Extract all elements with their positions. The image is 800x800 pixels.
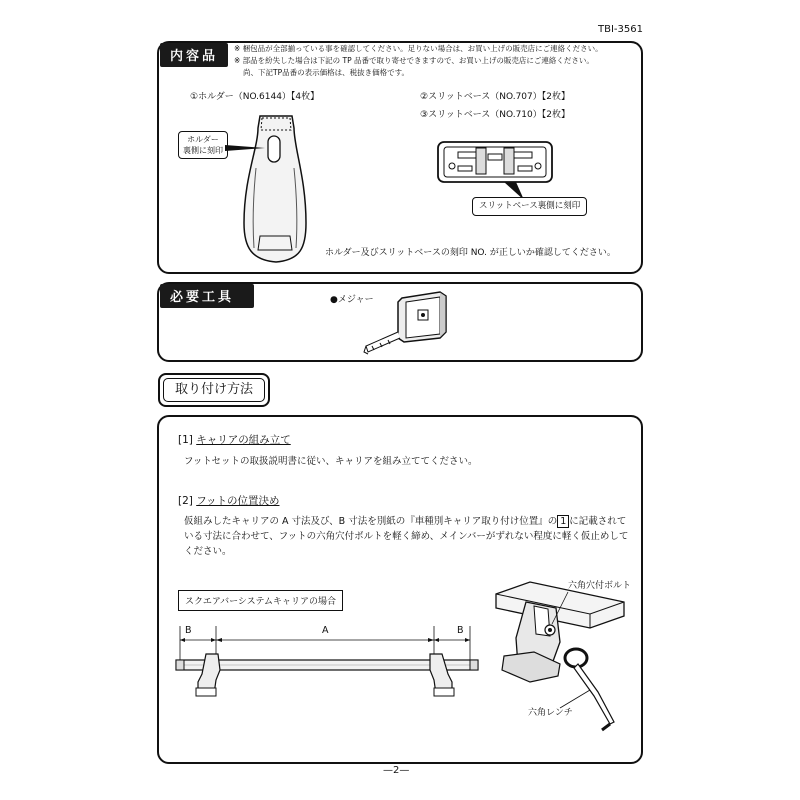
slit-base-callout: スリットベース裏側に刻印 <box>472 197 587 216</box>
step-1-title: キャリアの組み立て <box>196 434 291 446</box>
holder-callout-line-1: ホルダー <box>187 135 219 144</box>
step-1-number: [1] <box>178 434 193 446</box>
page-number: —2— <box>383 765 410 776</box>
installation-title-box <box>158 373 270 407</box>
check-engraving-note: ホルダー及びスリットベースの刻印 NO. が正しいか確認してください。 <box>325 248 616 258</box>
step-2-body-text-b: に記載されて <box>569 516 627 527</box>
square-bar-case-label: スクエアバーシステムキャリアの場合 <box>178 590 343 611</box>
item-holder: ①ホルダー（NO.6144）【4枚】 <box>190 92 320 102</box>
installation-title: 取り付け方法 <box>163 378 265 402</box>
hex-wrench-label: 六角レンチ <box>528 708 573 718</box>
tool-measure: ●メジャー <box>330 295 374 305</box>
dimension-b-right: B <box>457 625 464 636</box>
item-slit-base-710: ③スリットベース（NO.710）【2枚】 <box>420 110 570 120</box>
step-2-body-line-1 <box>184 514 626 529</box>
step-2-heading <box>178 493 279 508</box>
tools-tab: 必要工具 <box>160 284 254 308</box>
contents-note-1: ※ 梱包品が全部揃っている事を確認してください。足りない場合は、お買い上げの販売店にご連絡ください。 <box>234 44 603 53</box>
step-2-body-text-a: 仮組みしたキャリアの A 寸法及び、B 寸法を別紙の『車種別キャリア取り付け位置』の <box>184 516 558 527</box>
contents-note-3: 尚、下記TP品番の表示価格は、税抜き価格です。 <box>243 68 410 77</box>
hex-bolt-label: 六角穴付ボルト <box>568 581 632 591</box>
item-slit-base-707: ②スリットベース（NO.707）【2枚】 <box>420 92 570 102</box>
step-2-reference-number: 1 <box>557 515 569 528</box>
step-2-number: [2] <box>178 495 193 507</box>
step-2-body-line-2: いる寸法に合わせて、フットの六角穴付ボルトを軽く締め、メインバーがずれない程度に軽く仮止めして <box>184 531 629 542</box>
document-code: TBI-3561 <box>598 24 643 35</box>
dimension-b-left: B <box>185 625 192 636</box>
contents-note-2: ※ 部品を紛失した場合は下記の TP 品番で取り寄せできますので、お買い上げの販売店にご連絡ください。 <box>234 56 594 65</box>
step-2-title: フットの位置決め <box>196 495 280 507</box>
tape-measure-icon <box>360 288 460 356</box>
holder-callout-pointer <box>225 142 265 154</box>
holder-callout-line-2: 裏側に刻印 <box>183 146 223 155</box>
step-1-heading <box>178 432 291 447</box>
slit-base-illustration <box>436 140 556 186</box>
contents-tab: 内容品 <box>160 43 228 67</box>
dimension-a: A <box>322 625 329 636</box>
step-2-body-line-3: ください。 <box>184 546 232 557</box>
holder-illustration <box>230 108 320 268</box>
step-1-body: フットセットの取扱説明書に従い、キャリアを組み立ててください。 <box>184 456 478 467</box>
holder-callout <box>178 131 228 159</box>
